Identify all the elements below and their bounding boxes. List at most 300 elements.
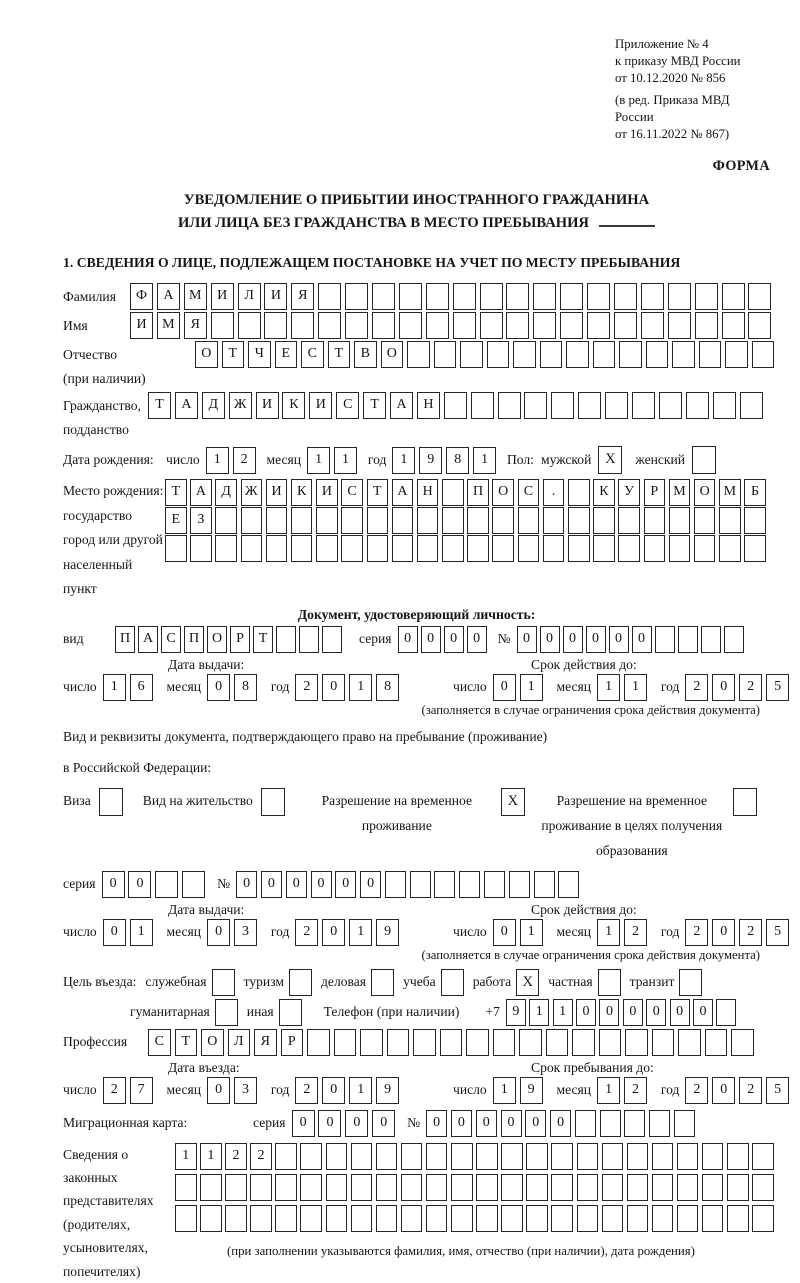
char-cell[interactable]: Л bbox=[238, 283, 261, 310]
char-cell[interactable] bbox=[551, 1143, 573, 1170]
purpose-humanitarian-checkbox[interactable] bbox=[215, 999, 238, 1026]
char-cell[interactable] bbox=[518, 507, 540, 534]
char-cell[interactable] bbox=[672, 341, 695, 368]
char-cell[interactable] bbox=[702, 1143, 724, 1170]
purpose-business-checkbox[interactable] bbox=[371, 969, 394, 996]
char-cell[interactable]: Ч bbox=[248, 341, 271, 368]
char-cell[interactable] bbox=[211, 312, 234, 339]
char-cell[interactable] bbox=[727, 1174, 749, 1201]
char-cell[interactable]: 0 bbox=[261, 871, 282, 898]
char-cell[interactable]: 2 bbox=[225, 1143, 247, 1170]
char-cell[interactable] bbox=[744, 507, 766, 534]
char-cell[interactable] bbox=[694, 535, 716, 562]
char-cell[interactable]: 0 bbox=[609, 626, 629, 653]
char-cell[interactable] bbox=[575, 1110, 596, 1137]
char-cell[interactable]: 0 bbox=[517, 626, 537, 653]
char-cell[interactable]: 2 bbox=[685, 919, 708, 946]
char-cell[interactable] bbox=[602, 1174, 624, 1201]
char-cell[interactable] bbox=[727, 1143, 749, 1170]
char-cell[interactable]: 0 bbox=[632, 626, 652, 653]
char-cell[interactable]: Т bbox=[165, 479, 187, 506]
char-cell[interactable]: 1 bbox=[597, 919, 620, 946]
char-cell[interactable] bbox=[299, 626, 319, 653]
char-cell[interactable] bbox=[560, 283, 583, 310]
purpose-study-checkbox[interactable] bbox=[441, 969, 464, 996]
char-cell[interactable] bbox=[614, 312, 637, 339]
char-cell[interactable] bbox=[467, 507, 489, 534]
char-cell[interactable] bbox=[599, 1029, 622, 1056]
char-cell[interactable]: . bbox=[543, 479, 565, 506]
char-cell[interactable] bbox=[266, 507, 288, 534]
char-cell[interactable]: 2 bbox=[739, 1077, 762, 1104]
char-cell[interactable]: 1 bbox=[529, 999, 549, 1026]
char-cell[interactable] bbox=[264, 312, 287, 339]
char-cell[interactable] bbox=[627, 1174, 649, 1201]
char-cell[interactable] bbox=[392, 535, 414, 562]
char-cell[interactable]: Д bbox=[215, 479, 237, 506]
char-cell[interactable] bbox=[471, 392, 494, 419]
char-cell[interactable]: М bbox=[719, 479, 741, 506]
char-cell[interactable] bbox=[466, 1029, 489, 1056]
char-cell[interactable] bbox=[322, 626, 342, 653]
char-cell[interactable] bbox=[641, 283, 664, 310]
char-cell[interactable]: 1 bbox=[175, 1143, 197, 1170]
char-cell[interactable] bbox=[695, 312, 718, 339]
char-cell[interactable] bbox=[407, 341, 430, 368]
char-cell[interactable] bbox=[345, 283, 368, 310]
char-cell[interactable]: 0 bbox=[493, 919, 516, 946]
char-cell[interactable]: Н bbox=[417, 479, 439, 506]
char-cell[interactable] bbox=[275, 1205, 297, 1232]
char-cell[interactable]: Т bbox=[148, 392, 171, 419]
char-cell[interactable] bbox=[627, 1143, 649, 1170]
char-cell[interactable]: И bbox=[130, 312, 153, 339]
char-cell[interactable] bbox=[451, 1205, 473, 1232]
char-cell[interactable]: 0 bbox=[311, 871, 332, 898]
char-cell[interactable] bbox=[250, 1174, 272, 1201]
char-cell[interactable] bbox=[275, 1143, 297, 1170]
char-cell[interactable]: Н bbox=[417, 392, 440, 419]
char-cell[interactable] bbox=[484, 871, 505, 898]
char-cell[interactable] bbox=[752, 1205, 774, 1232]
char-cell[interactable]: 0 bbox=[318, 1110, 341, 1137]
char-cell[interactable] bbox=[387, 1029, 410, 1056]
char-cell[interactable] bbox=[533, 283, 556, 310]
char-cell[interactable] bbox=[558, 871, 579, 898]
char-cell[interactable]: 8 bbox=[234, 674, 257, 701]
char-cell[interactable]: 2 bbox=[295, 674, 318, 701]
char-cell[interactable]: 0 bbox=[501, 1110, 522, 1137]
char-cell[interactable]: Я bbox=[184, 312, 207, 339]
char-cell[interactable] bbox=[291, 507, 313, 534]
char-cell[interactable] bbox=[744, 535, 766, 562]
char-cell[interactable]: 0 bbox=[670, 999, 690, 1026]
char-cell[interactable] bbox=[724, 626, 744, 653]
char-cell[interactable] bbox=[568, 479, 590, 506]
char-cell[interactable] bbox=[318, 312, 341, 339]
char-cell[interactable]: 2 bbox=[233, 447, 256, 474]
char-cell[interactable] bbox=[326, 1205, 348, 1232]
char-cell[interactable] bbox=[625, 1029, 648, 1056]
char-cell[interactable]: 0 bbox=[322, 1077, 345, 1104]
char-cell[interactable] bbox=[351, 1205, 373, 1232]
char-cell[interactable] bbox=[413, 1029, 436, 1056]
char-cell[interactable] bbox=[702, 1205, 724, 1232]
char-cell[interactable]: Т bbox=[328, 341, 351, 368]
char-cell[interactable] bbox=[451, 1174, 473, 1201]
char-cell[interactable]: 2 bbox=[624, 919, 647, 946]
char-cell[interactable]: С bbox=[341, 479, 363, 506]
char-cell[interactable] bbox=[727, 1205, 749, 1232]
char-cell[interactable] bbox=[326, 1174, 348, 1201]
char-cell[interactable]: 5 bbox=[766, 1077, 789, 1104]
char-cell[interactable] bbox=[577, 1174, 599, 1201]
char-cell[interactable] bbox=[513, 341, 536, 368]
purpose-work-checkbox[interactable]: X bbox=[516, 969, 539, 996]
char-cell[interactable] bbox=[451, 1143, 473, 1170]
char-cell[interactable] bbox=[493, 1029, 516, 1056]
char-cell[interactable]: С bbox=[161, 626, 181, 653]
char-cell[interactable]: Л bbox=[228, 1029, 251, 1056]
char-cell[interactable]: И bbox=[266, 479, 288, 506]
char-cell[interactable]: О bbox=[201, 1029, 224, 1056]
char-cell[interactable]: 9 bbox=[520, 1077, 543, 1104]
char-cell[interactable] bbox=[659, 392, 682, 419]
char-cell[interactable] bbox=[587, 283, 610, 310]
char-cell[interactable] bbox=[551, 392, 574, 419]
char-cell[interactable] bbox=[250, 1205, 272, 1232]
char-cell[interactable] bbox=[291, 312, 314, 339]
char-cell[interactable] bbox=[476, 1205, 498, 1232]
char-cell[interactable]: А bbox=[190, 479, 212, 506]
char-cell[interactable]: 1 bbox=[597, 1077, 620, 1104]
char-cell[interactable] bbox=[618, 535, 640, 562]
char-cell[interactable]: 0 bbox=[451, 1110, 472, 1137]
char-cell[interactable] bbox=[401, 1174, 423, 1201]
char-cell[interactable] bbox=[694, 507, 716, 534]
char-cell[interactable]: 0 bbox=[540, 626, 560, 653]
char-cell[interactable]: 2 bbox=[250, 1143, 272, 1170]
char-cell[interactable] bbox=[602, 1205, 624, 1232]
char-cell[interactable] bbox=[605, 392, 628, 419]
char-cell[interactable] bbox=[678, 1029, 701, 1056]
purpose-tourism-checkbox[interactable] bbox=[289, 969, 312, 996]
char-cell[interactable] bbox=[518, 535, 540, 562]
char-cell[interactable] bbox=[467, 535, 489, 562]
char-cell[interactable]: 0 bbox=[207, 674, 230, 701]
char-cell[interactable] bbox=[266, 535, 288, 562]
char-cell[interactable]: 0 bbox=[712, 1077, 735, 1104]
char-cell[interactable] bbox=[426, 312, 449, 339]
char-cell[interactable] bbox=[487, 341, 510, 368]
char-cell[interactable]: 0 bbox=[444, 626, 464, 653]
char-cell[interactable]: 2 bbox=[739, 919, 762, 946]
char-cell[interactable]: 1 bbox=[206, 447, 229, 474]
char-cell[interactable]: 1 bbox=[103, 674, 126, 701]
char-cell[interactable]: Е bbox=[165, 507, 187, 534]
char-cell[interactable]: 0 bbox=[360, 871, 381, 898]
char-cell[interactable] bbox=[722, 283, 745, 310]
char-cell[interactable]: Т bbox=[175, 1029, 198, 1056]
char-cell[interactable]: 5 bbox=[766, 674, 789, 701]
char-cell[interactable] bbox=[668, 283, 691, 310]
char-cell[interactable] bbox=[519, 1029, 542, 1056]
char-cell[interactable] bbox=[655, 626, 675, 653]
char-cell[interactable] bbox=[442, 535, 464, 562]
char-cell[interactable] bbox=[426, 1205, 448, 1232]
char-cell[interactable] bbox=[678, 626, 698, 653]
char-cell[interactable] bbox=[275, 1174, 297, 1201]
char-cell[interactable]: И bbox=[256, 392, 279, 419]
char-cell[interactable] bbox=[498, 392, 521, 419]
char-cell[interactable] bbox=[652, 1174, 674, 1201]
char-cell[interactable] bbox=[641, 312, 664, 339]
char-cell[interactable]: 3 bbox=[234, 1077, 257, 1104]
char-cell[interactable] bbox=[713, 392, 736, 419]
char-cell[interactable] bbox=[316, 535, 338, 562]
char-cell[interactable]: 2 bbox=[685, 674, 708, 701]
char-cell[interactable] bbox=[385, 871, 406, 898]
char-cell[interactable] bbox=[200, 1174, 222, 1201]
char-cell[interactable]: 0 bbox=[712, 919, 735, 946]
char-cell[interactable]: Д bbox=[202, 392, 225, 419]
visa-checkbox[interactable] bbox=[99, 788, 123, 816]
char-cell[interactable] bbox=[551, 1205, 573, 1232]
char-cell[interactable]: 0 bbox=[236, 871, 257, 898]
char-cell[interactable]: Ж bbox=[229, 392, 252, 419]
sex-female-checkbox[interactable] bbox=[692, 446, 716, 474]
char-cell[interactable] bbox=[376, 1143, 398, 1170]
char-cell[interactable]: 1 bbox=[349, 674, 372, 701]
char-cell[interactable] bbox=[480, 312, 503, 339]
char-cell[interactable] bbox=[417, 507, 439, 534]
char-cell[interactable] bbox=[434, 341, 457, 368]
char-cell[interactable] bbox=[459, 871, 480, 898]
char-cell[interactable] bbox=[372, 312, 395, 339]
char-cell[interactable] bbox=[740, 392, 763, 419]
char-cell[interactable] bbox=[668, 312, 691, 339]
char-cell[interactable] bbox=[341, 507, 363, 534]
char-cell[interactable] bbox=[426, 283, 449, 310]
char-cell[interactable]: 0 bbox=[322, 919, 345, 946]
char-cell[interactable] bbox=[540, 341, 563, 368]
char-cell[interactable] bbox=[506, 283, 529, 310]
char-cell[interactable] bbox=[300, 1143, 322, 1170]
char-cell[interactable] bbox=[646, 341, 669, 368]
char-cell[interactable] bbox=[372, 283, 395, 310]
char-cell[interactable]: 1 bbox=[200, 1143, 222, 1170]
sex-male-checkbox[interactable]: X bbox=[598, 446, 622, 474]
char-cell[interactable] bbox=[241, 535, 263, 562]
char-cell[interactable] bbox=[652, 1205, 674, 1232]
char-cell[interactable] bbox=[334, 1029, 357, 1056]
char-cell[interactable] bbox=[560, 312, 583, 339]
char-cell[interactable] bbox=[719, 535, 741, 562]
char-cell[interactable]: Т bbox=[363, 392, 386, 419]
char-cell[interactable]: 0 bbox=[322, 674, 345, 701]
char-cell[interactable] bbox=[460, 341, 483, 368]
char-cell[interactable] bbox=[410, 871, 431, 898]
char-cell[interactable] bbox=[307, 1029, 330, 1056]
char-cell[interactable]: 0 bbox=[712, 674, 735, 701]
char-cell[interactable] bbox=[705, 1029, 728, 1056]
char-cell[interactable] bbox=[182, 871, 205, 898]
char-cell[interactable] bbox=[200, 1205, 222, 1232]
char-cell[interactable] bbox=[453, 312, 476, 339]
char-cell[interactable]: М bbox=[184, 283, 207, 310]
char-cell[interactable]: С bbox=[518, 479, 540, 506]
char-cell[interactable] bbox=[602, 1143, 624, 1170]
char-cell[interactable] bbox=[417, 535, 439, 562]
char-cell[interactable]: Т bbox=[222, 341, 245, 368]
char-cell[interactable] bbox=[722, 312, 745, 339]
char-cell[interactable]: 0 bbox=[493, 674, 516, 701]
char-cell[interactable]: 1 bbox=[349, 1077, 372, 1104]
char-cell[interactable] bbox=[215, 507, 237, 534]
char-cell[interactable]: М bbox=[669, 479, 691, 506]
char-cell[interactable]: Р bbox=[644, 479, 666, 506]
char-cell[interactable] bbox=[632, 392, 655, 419]
temp-residence-checkbox[interactable]: X bbox=[501, 788, 525, 816]
char-cell[interactable] bbox=[399, 283, 422, 310]
char-cell[interactable]: О bbox=[694, 479, 716, 506]
char-cell[interactable]: М bbox=[157, 312, 180, 339]
char-cell[interactable] bbox=[652, 1029, 675, 1056]
char-cell[interactable] bbox=[318, 283, 341, 310]
char-cell[interactable]: 0 bbox=[372, 1110, 395, 1137]
char-cell[interactable]: О bbox=[492, 479, 514, 506]
char-cell[interactable] bbox=[300, 1205, 322, 1232]
purpose-other-checkbox[interactable] bbox=[279, 999, 302, 1026]
char-cell[interactable] bbox=[426, 1143, 448, 1170]
char-cell[interactable] bbox=[238, 312, 261, 339]
char-cell[interactable]: Т bbox=[253, 626, 273, 653]
char-cell[interactable]: Т bbox=[367, 479, 389, 506]
char-cell[interactable] bbox=[677, 1205, 699, 1232]
char-cell[interactable]: 2 bbox=[739, 674, 762, 701]
char-cell[interactable]: 1 bbox=[473, 447, 496, 474]
char-cell[interactable] bbox=[572, 1029, 595, 1056]
char-cell[interactable] bbox=[225, 1205, 247, 1232]
char-cell[interactable]: 0 bbox=[345, 1110, 368, 1137]
char-cell[interactable] bbox=[351, 1143, 373, 1170]
char-cell[interactable]: А bbox=[390, 392, 413, 419]
char-cell[interactable] bbox=[444, 392, 467, 419]
char-cell[interactable]: О bbox=[381, 341, 404, 368]
char-cell[interactable] bbox=[752, 1174, 774, 1201]
char-cell[interactable] bbox=[593, 341, 616, 368]
char-cell[interactable]: А bbox=[392, 479, 414, 506]
char-cell[interactable] bbox=[649, 1110, 670, 1137]
char-cell[interactable] bbox=[752, 341, 775, 368]
char-cell[interactable]: Я bbox=[254, 1029, 277, 1056]
char-cell[interactable] bbox=[190, 535, 212, 562]
char-cell[interactable] bbox=[533, 312, 556, 339]
char-cell[interactable]: Б bbox=[744, 479, 766, 506]
char-cell[interactable] bbox=[442, 479, 464, 506]
char-cell[interactable] bbox=[526, 1174, 548, 1201]
char-cell[interactable] bbox=[677, 1174, 699, 1201]
char-cell[interactable] bbox=[526, 1205, 548, 1232]
char-cell[interactable]: О bbox=[195, 341, 218, 368]
char-cell[interactable]: 0 bbox=[525, 1110, 546, 1137]
char-cell[interactable]: 5 bbox=[766, 919, 789, 946]
char-cell[interactable] bbox=[316, 507, 338, 534]
char-cell[interactable] bbox=[534, 871, 555, 898]
char-cell[interactable]: А bbox=[157, 283, 180, 310]
char-cell[interactable]: Я bbox=[291, 283, 314, 310]
char-cell[interactable]: А bbox=[175, 392, 198, 419]
char-cell[interactable] bbox=[686, 392, 709, 419]
char-cell[interactable]: 1 bbox=[553, 999, 573, 1026]
char-cell[interactable]: 6 bbox=[130, 674, 153, 701]
char-cell[interactable] bbox=[624, 1110, 645, 1137]
char-cell[interactable] bbox=[509, 871, 530, 898]
char-cell[interactable] bbox=[367, 507, 389, 534]
char-cell[interactable] bbox=[578, 392, 601, 419]
char-cell[interactable]: У bbox=[618, 479, 640, 506]
char-cell[interactable] bbox=[543, 535, 565, 562]
char-cell[interactable] bbox=[543, 507, 565, 534]
char-cell[interactable]: К bbox=[282, 392, 305, 419]
char-cell[interactable]: П bbox=[115, 626, 135, 653]
char-cell[interactable]: 1 bbox=[130, 919, 153, 946]
char-cell[interactable] bbox=[165, 535, 187, 562]
char-cell[interactable]: В bbox=[354, 341, 377, 368]
char-cell[interactable] bbox=[752, 1143, 774, 1170]
char-cell[interactable] bbox=[300, 1174, 322, 1201]
char-cell[interactable]: А bbox=[138, 626, 158, 653]
char-cell[interactable] bbox=[225, 1174, 247, 1201]
char-cell[interactable]: 8 bbox=[376, 674, 399, 701]
temp-residence-education-checkbox[interactable] bbox=[733, 788, 757, 816]
char-cell[interactable] bbox=[453, 283, 476, 310]
char-cell[interactable]: Р bbox=[230, 626, 250, 653]
char-cell[interactable]: Ф bbox=[130, 283, 153, 310]
char-cell[interactable] bbox=[351, 1174, 373, 1201]
char-cell[interactable] bbox=[731, 1029, 754, 1056]
char-cell[interactable]: И bbox=[316, 479, 338, 506]
char-cell[interactable] bbox=[155, 871, 178, 898]
char-cell[interactable] bbox=[480, 283, 503, 310]
char-cell[interactable] bbox=[627, 1205, 649, 1232]
char-cell[interactable] bbox=[426, 1174, 448, 1201]
char-cell[interactable] bbox=[568, 535, 590, 562]
char-cell[interactable] bbox=[401, 1205, 423, 1232]
char-cell[interactable] bbox=[291, 535, 313, 562]
char-cell[interactable]: 1 bbox=[392, 447, 415, 474]
char-cell[interactable]: 0 bbox=[128, 871, 151, 898]
char-cell[interactable] bbox=[506, 312, 529, 339]
char-cell[interactable]: 0 bbox=[576, 999, 596, 1026]
char-cell[interactable]: 0 bbox=[207, 919, 230, 946]
char-cell[interactable] bbox=[669, 535, 691, 562]
char-cell[interactable]: 0 bbox=[693, 999, 713, 1026]
char-cell[interactable]: И bbox=[264, 283, 287, 310]
char-cell[interactable]: 7 bbox=[130, 1077, 153, 1104]
char-cell[interactable] bbox=[644, 535, 666, 562]
char-cell[interactable] bbox=[699, 341, 722, 368]
char-cell[interactable] bbox=[476, 1143, 498, 1170]
char-cell[interactable]: З bbox=[190, 507, 212, 534]
char-cell[interactable] bbox=[702, 1174, 724, 1201]
char-cell[interactable]: 1 bbox=[597, 674, 620, 701]
char-cell[interactable] bbox=[725, 341, 748, 368]
char-cell[interactable] bbox=[175, 1205, 197, 1232]
char-cell[interactable]: 1 bbox=[349, 919, 372, 946]
char-cell[interactable] bbox=[619, 341, 642, 368]
char-cell[interactable]: Ж bbox=[241, 479, 263, 506]
